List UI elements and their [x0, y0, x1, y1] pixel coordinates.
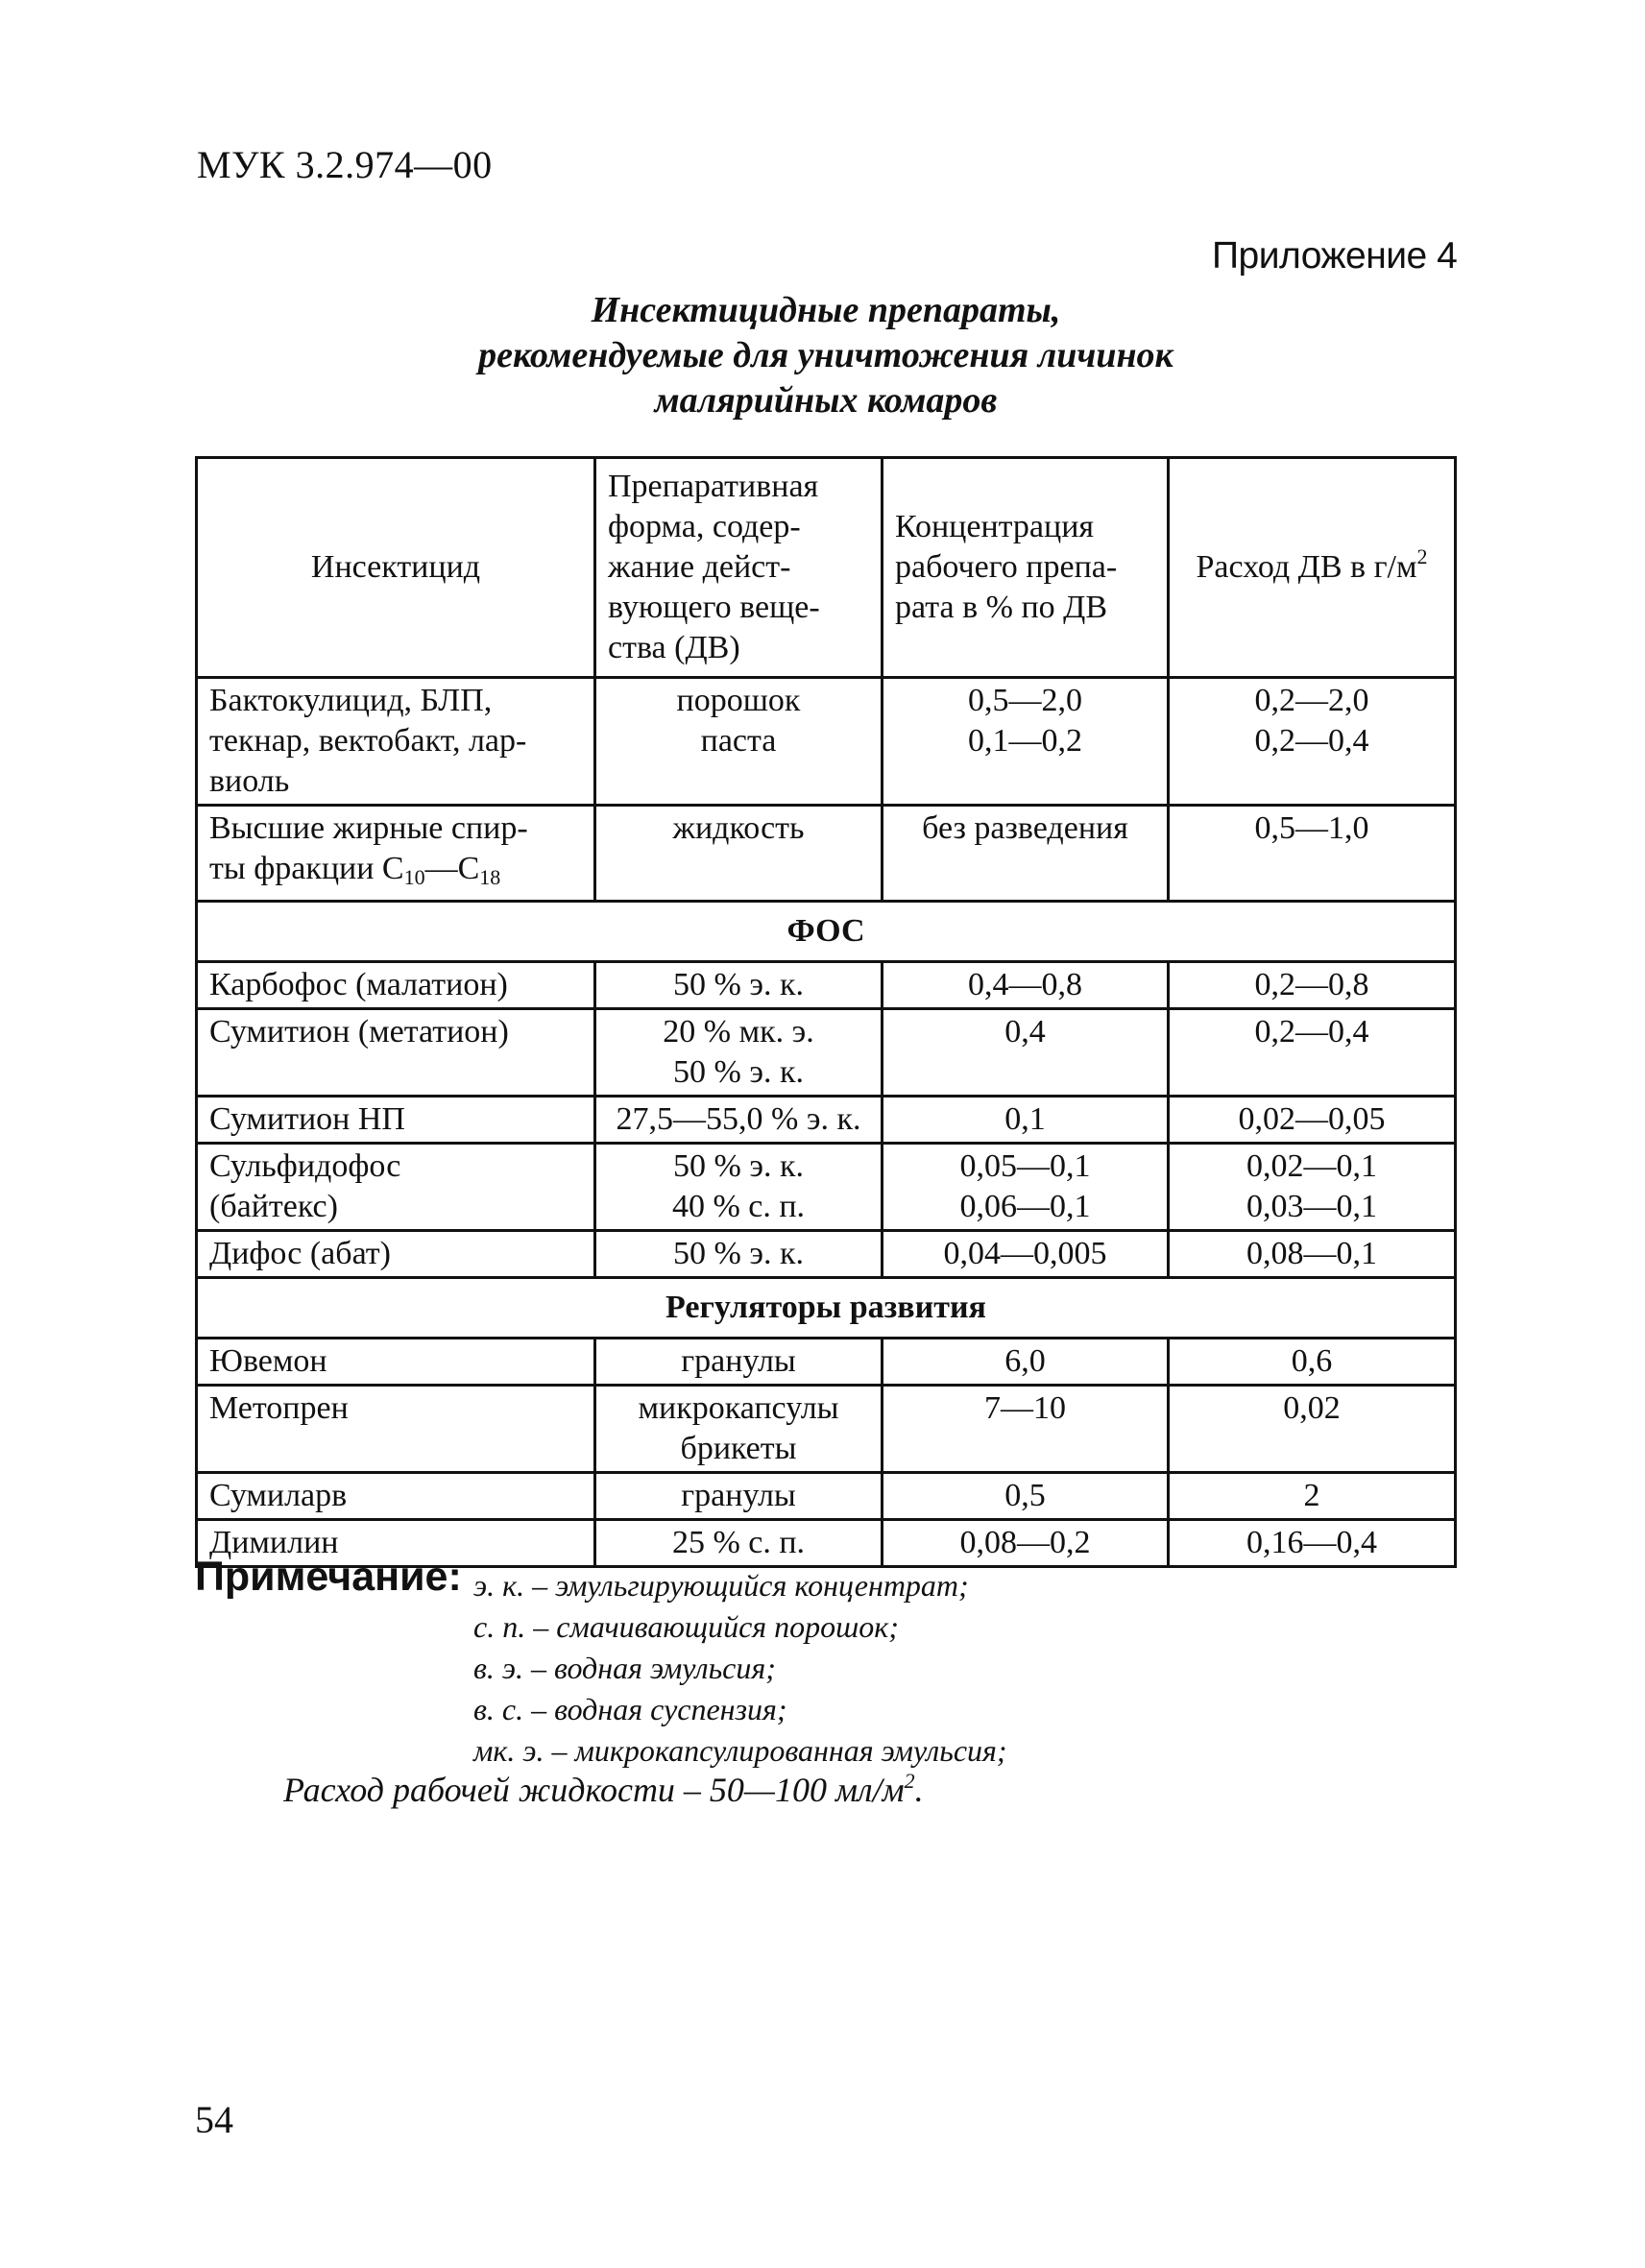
cell-name: Ювемон	[197, 1339, 595, 1386]
table-row	[197, 962, 1456, 1009]
document-title	[346, 288, 1306, 423]
cell-form: микрокапсулы брикеты	[595, 1386, 883, 1473]
cell-form: порошок паста	[595, 678, 883, 806]
cell-name: Сульфидофос (байтекс)	[197, 1144, 595, 1231]
table-header-row	[197, 458, 1456, 678]
cell-concentration: 0,4	[883, 1009, 1169, 1097]
cell-rate: 0,2—0,8	[1169, 962, 1456, 1009]
cell-rate: 0,02—0,05	[1169, 1097, 1456, 1144]
cell-name: Метопрен	[197, 1386, 595, 1473]
table-row	[197, 1386, 1456, 1473]
table-row	[197, 806, 1456, 902]
title-line-2: рекомендуемые для уничтожения личинок	[478, 335, 1173, 375]
cell-form: 27,5—55,0 % э. к.	[595, 1097, 883, 1144]
consumption-note: Расход рабочей жидкости – 50—100 $мл/м^2$.	[283, 1769, 924, 1809]
section-row-regulators	[197, 1278, 1456, 1339]
cell-concentration: 0,08—0,2	[883, 1520, 1169, 1567]
note-item: с. п. – смачивающийся порошок;	[473, 1609, 899, 1644]
section-fos-label: ФОС	[197, 902, 1456, 962]
note-item: мк. э. – микрокапсулированная эмульсия;	[473, 1733, 1007, 1768]
cell-rate: 0,2—0,4	[1169, 1009, 1456, 1097]
insecticide-table	[195, 456, 1457, 1568]
note-item: э. к. – эмульгирующийся концентрат;	[473, 1568, 969, 1603]
note-item: в. с. – водная суспензия;	[473, 1692, 787, 1726]
header-concentration: Концентрация рабочего препа- рата в % по ДВ	[883, 458, 1169, 678]
cell-rate: 0,02	[1169, 1386, 1456, 1473]
cell-rate: 0,08—0,1	[1169, 1231, 1456, 1278]
cell-rate: 2	[1169, 1473, 1456, 1520]
table-row	[197, 678, 1456, 806]
cell-name: Сумитион (метатион)	[197, 1009, 595, 1097]
title-line-3: малярийных комаров	[654, 380, 998, 421]
document-code: МУК 3.2.974—00	[197, 143, 493, 186]
notes-list	[473, 1565, 1007, 1772]
cell-concentration: 0,4—0,8	[883, 962, 1169, 1009]
cell-rate: 0,6	[1169, 1339, 1456, 1386]
table-row	[197, 1339, 1456, 1386]
cell-form: 50 % э. к. 40 % с. п.	[595, 1144, 883, 1231]
cell-name: Сумитион НП	[197, 1097, 595, 1144]
cell-form: гранулы	[595, 1339, 883, 1386]
cell-rate: 0,5—1,0	[1169, 806, 1456, 902]
cell-concentration: 0,5	[883, 1473, 1169, 1520]
table-row	[197, 1009, 1456, 1097]
cell-name: Сумиларв	[197, 1473, 595, 1520]
cell-concentration: 6,0	[883, 1339, 1169, 1386]
cell-concentration: 0,1	[883, 1097, 1169, 1144]
cell-concentration: 7—10	[883, 1386, 1169, 1473]
cell-concentration: без разведения	[883, 806, 1169, 902]
table-row	[197, 1231, 1456, 1278]
appendix-label: Приложение 4	[1212, 235, 1458, 277]
cell-form: гранулы	[595, 1473, 883, 1520]
cell-rate: 0,02—0,1 0,03—0,1	[1169, 1144, 1456, 1231]
cell-form: 20 % мк. э. 50 % э. к.	[595, 1009, 883, 1097]
table-row	[197, 1097, 1456, 1144]
table-row	[197, 1473, 1456, 1520]
cell-concentration: 0,05—0,1 0,06—0,1	[883, 1144, 1169, 1231]
cell-concentration: 0,04—0,005	[883, 1231, 1169, 1278]
title-line-1: Инсектицидные препараты,	[591, 290, 1061, 330]
cell-name: Высшие жирные спир- ты фракции $С_{10}—С_{18}$	[197, 806, 595, 902]
cell-rate: 0,2—2,0 0,2—0,4	[1169, 678, 1456, 806]
note-item: в. э. – водная эмульсия;	[473, 1651, 776, 1685]
cell-name: Дифос (абат)	[197, 1231, 595, 1278]
cell-name: Бактокулицид, БЛП, текнар, вектобакт, лар- виоль	[197, 678, 595, 806]
note-label: Примечание:	[195, 1554, 462, 1600]
header-consumption: Расход ДВ в $г/м^2$	[1169, 458, 1456, 678]
page-number: 54	[195, 2098, 233, 2141]
table-row	[197, 1144, 1456, 1231]
cell-form: 50 % э. к.	[595, 1231, 883, 1278]
cell-form: 25 % с. п.	[595, 1520, 883, 1567]
cell-name: Димилин	[197, 1520, 595, 1567]
cell-form: жидкость	[595, 806, 883, 902]
header-insecticide: Инсектицид	[197, 458, 595, 678]
cell-concentration: 0,5—2,0 0,1—0,2	[883, 678, 1169, 806]
section-regulators-label: Регуляторы развития	[197, 1278, 1456, 1339]
cell-form: 50 % э. к.	[595, 962, 883, 1009]
cell-rate: 0,16—0,4	[1169, 1520, 1456, 1567]
section-row-fos	[197, 902, 1456, 962]
header-formulation: Препаративная форма, содер- жание дейст- вующего веще- ства (ДВ)	[595, 458, 883, 678]
cell-name: Карбофос (малатион)	[197, 962, 595, 1009]
